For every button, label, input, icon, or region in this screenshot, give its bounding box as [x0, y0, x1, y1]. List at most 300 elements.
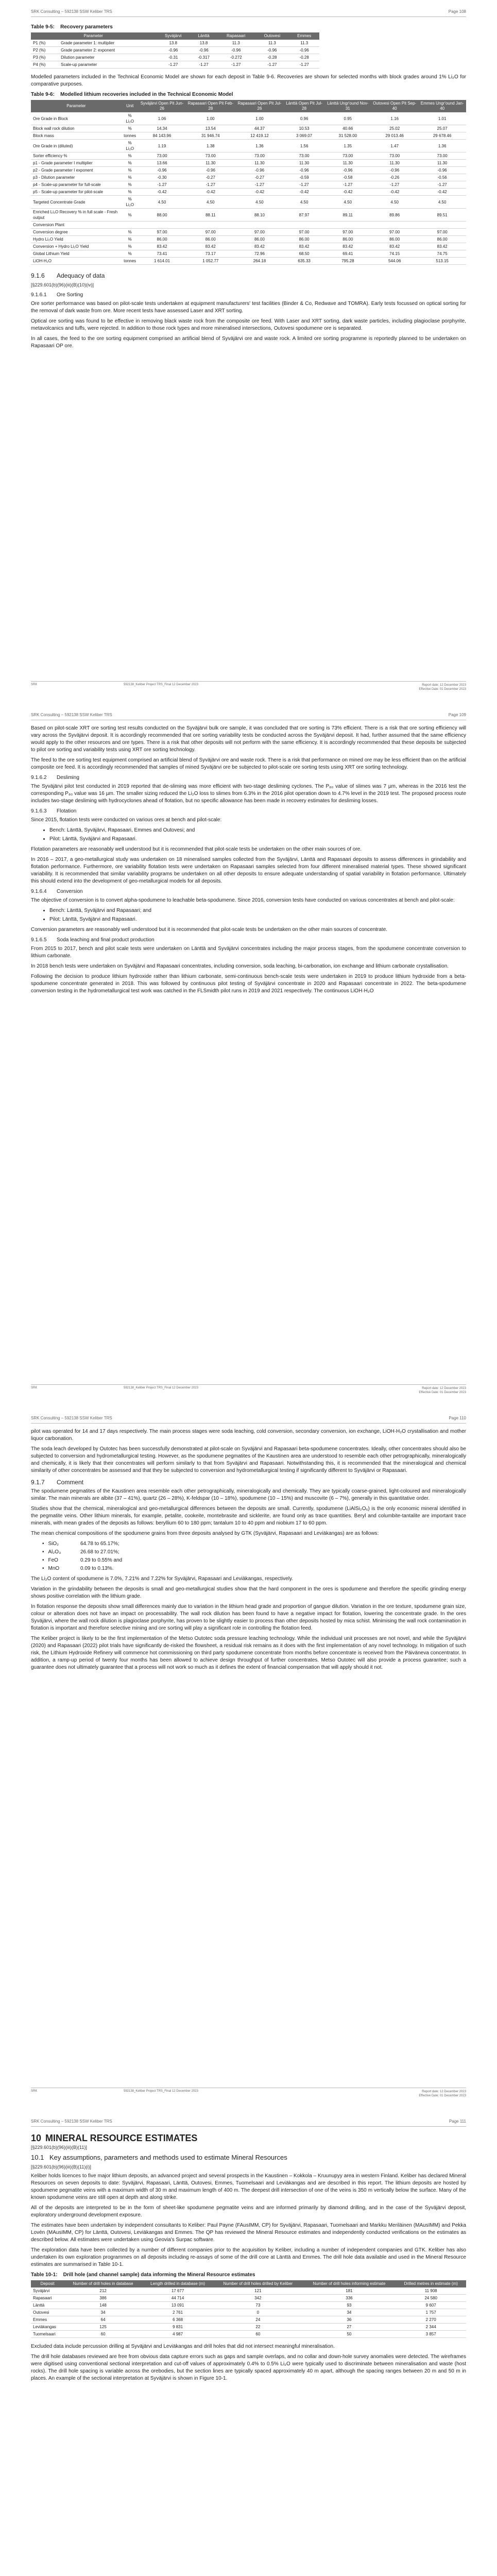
list-item: • Pilot: Länttä, Syväjärvi and Rapasaari.	[49, 916, 466, 923]
table-cell: 2 761	[142, 2309, 213, 2316]
table-cell: Block wall rock dilution	[31, 125, 122, 132]
table-cell: 2 344	[396, 2324, 466, 2331]
paragraph: Ore sorter performance was based on pilot-scale tests undertaken at equipment manufacturers' test facilities (Binder & Co, Redwave and TOMRA). Early tests focussed on optical sorting for the removal of dark waste from ore. More recent tests have assessed Laser and XRT sorting.	[31, 301, 466, 314]
table-row	[31, 174, 466, 181]
table-row	[31, 189, 466, 196]
table-cell: 31 946.74	[185, 132, 235, 140]
header-title: SRK Consulting – 592138 SSW Keliber TRS	[31, 1416, 112, 1420]
section-heading: 9.1.7 Comment	[31, 1479, 84, 1486]
table-cell: 1.00	[185, 112, 235, 125]
table-row	[31, 2295, 466, 2302]
table-cell: %	[122, 181, 139, 189]
table-cell: tonnes	[122, 258, 139, 265]
table-cell: -0.96	[324, 167, 371, 174]
table-cell: -0.42	[235, 189, 284, 196]
table-cell: 84 143.96	[139, 132, 186, 140]
header-title: SRK Consulting – 592138 SSW Keliber TRS	[31, 713, 112, 717]
table-cell: 11 908	[396, 2287, 466, 2295]
table-cell: p1 - Grade parameter I multiplier	[31, 160, 122, 167]
table-row	[31, 2302, 466, 2309]
table-cell: % Li₂O	[122, 140, 139, 152]
column-header: Rapasaari Open Pit Jul-26	[235, 100, 284, 112]
column-header: Deposit	[31, 2280, 64, 2287]
table-cell: Outovesi	[31, 2309, 64, 2316]
table-row	[31, 112, 466, 125]
table-cell: 1.36	[235, 140, 284, 152]
table-row	[31, 209, 466, 222]
table-cell: -1.27	[139, 181, 186, 189]
table-cell: 17 677	[142, 2287, 213, 2295]
subsection-heading: 9.1.6.1 Ore Sorting	[31, 292, 83, 298]
subsection-heading: 9.1.6.5 Soda leaching and final product production	[31, 937, 155, 943]
column-header: Emmes Ungr'ound Jan-40	[418, 100, 466, 112]
table-cell: Hydro Li₂O Yield	[31, 236, 122, 243]
table-cell: 97.00	[185, 229, 235, 236]
table-cell: -0.96	[371, 167, 418, 174]
lithium-recoveries-table	[31, 100, 466, 265]
table-cell: 11.3	[217, 40, 255, 47]
table-cell: 3 857	[396, 2331, 466, 2338]
table-cell: 13.54	[185, 125, 235, 132]
table-cell: Grade parameter 2: exponent	[59, 47, 156, 54]
table-cell: 97.00	[324, 229, 371, 236]
table-cell: 9 607	[396, 2302, 466, 2309]
table-cell: LiOH·H₂O	[31, 258, 122, 265]
bullet-list	[31, 827, 466, 843]
table-row	[31, 236, 466, 243]
table-cell: 88.10	[235, 209, 284, 222]
paragraph: Based on pilot-scale XRT ore sorting test results conducted on the Syväjärvi bulk ore sample, it was concluded that ore sorting is 73% efficient. There is a risk that ore sorting efficiency will vary across the Syväjärvi deposit. It is accordingly recommended that ore sorting variability tests be conducted across the Syväjärvi deposit. It had, further assumed that the same efficiency would apply to the other resources and ore types. There is a risk that other deposits will not perform with the same efficiency. It is accordingly recommended that these deposits be subjected to pilot ore sorting and variability tests using XRT ore sorting technology.	[31, 725, 466, 753]
table-cell: 97.00	[139, 229, 186, 236]
column-header: Länttä Ungr'ound Nov-31	[324, 100, 371, 112]
table-cell: -0.96	[235, 167, 284, 174]
table-cell: -0.96	[289, 47, 319, 54]
table-cell: -0.42	[139, 189, 186, 196]
table-cell: -0.96	[156, 47, 191, 54]
paragraph: In 2016 – 2017, a geo-metallurgical study was undertaken on 18 mineralised samples collected from the Syväjärvi, Länttä and Rapasaari deposits to assess differences in grindability and flotation performance. Furthermore, ore variability flotation tests were undertaken on Rapasaari samples selected from four different mineralised material types. These showed significant variability. It is recommended that similar variability programs be undertaken on all other deposits to ensure adequate understanding of spatial variability in flotation performance. Ultimately this should extend into the development of geo-metallurgical models for all deposits.	[31, 857, 466, 884]
table-cell: Ore Grade in Block	[31, 112, 122, 125]
table-cell: Tuomelsaari	[31, 2331, 64, 2338]
table-cell: 73	[213, 2302, 302, 2309]
table-cell: 89.11	[324, 209, 371, 222]
table-row	[31, 167, 466, 174]
table-cell: 73.17	[185, 250, 235, 258]
table-cell: 4.50	[284, 196, 325, 209]
table-cell: 125	[64, 2324, 142, 2331]
page-footer: SRK 592138_Keliber Project TRS_Final 12 December 2023 Report date: 12 December 2023 Effective Date: 01 December 2023	[31, 2088, 466, 2100]
table-cell: 264.18	[235, 258, 284, 265]
table-cell: 4.50	[418, 196, 466, 209]
table-cell: 13.8	[191, 40, 217, 47]
table-cell: 12 419.12	[235, 132, 284, 140]
table-cell: tonnes	[122, 132, 139, 140]
table-cell: 342	[213, 2295, 302, 2302]
table-cell: -0.42	[418, 189, 466, 196]
column-header: Länttä Open Pit Jul-28	[284, 100, 325, 112]
subsection-heading: 9.1.6.4 Conversion	[31, 889, 83, 894]
table-cell: -0.42	[371, 189, 418, 196]
paragraph: From 2015 to 2017, bench and pilot scale tests were undertaken on Länttä and Syväjärvi concentrates including the major process stages, from the spodumene concentrate conversion to lithium carbonate.	[31, 946, 466, 959]
table-cell: 83.42	[324, 243, 371, 250]
page-111	[0, 2110, 497, 2576]
table-cell: % Li₂O	[122, 196, 139, 209]
table-cell: -1.27	[284, 181, 325, 189]
page-109	[0, 703, 497, 1406]
table-row	[31, 181, 466, 189]
paragraph: Following the decision to produce lithium hydroxide rather than lithium carbonate, semi-continuous bench-scale tests were undertaken in 2019 to produce lithium hydroxide from a beta-spodumene concentrate generated in 2018. This was followed by continuous pilot testing of Syväjärvi concentrate in 2020 and Rapasaari concentrate in 2022. The beta-spodumene conversion testing in the hydrometallurgical test work was catched in the FLSmidth pilot runs in 2019 and 2021 respectively. The continuous LiOH·H₂O	[31, 974, 466, 994]
table-row	[31, 54, 319, 61]
table-cell: 386	[64, 2295, 142, 2302]
table-cell: 3 069.07	[284, 132, 325, 140]
table-cell: Rapasaari	[31, 2295, 64, 2302]
table-cell: Scale-up parameter	[59, 61, 156, 69]
table-cell: -1.27	[418, 181, 466, 189]
column-header: Unit	[122, 100, 139, 112]
table-cell: 93	[303, 2302, 396, 2309]
regulation-reference: [§229.601(b)(96)(iii)(B)(11)(i)]	[31, 2164, 91, 2170]
page-footer: SRK 592138_Keliber Project TRS_Final 12 December 2023 Report date: 12 December 2023 Effective Date: 01 December 2023	[31, 1384, 466, 1397]
table-cell: 336	[303, 2295, 396, 2302]
table-cell: 0	[213, 2309, 302, 2316]
page-number: Page 110	[449, 1416, 466, 1420]
column-header: Number of drill holes drilled by Keliber	[213, 2280, 302, 2287]
table-cell: 60	[213, 2331, 302, 2338]
table-cell: -0.58	[324, 174, 371, 181]
table-cell: %	[122, 125, 139, 132]
table-cell: 73.00	[185, 152, 235, 160]
table-cell: -0.96	[185, 167, 235, 174]
table-cell: 73.00	[284, 152, 325, 160]
table-cell: Conversion degree	[31, 229, 122, 236]
page-number: Page 111	[449, 2119, 466, 2124]
table-cell: 212	[64, 2287, 142, 2295]
table-cell: P4 (%)	[31, 61, 59, 69]
paragraph: All of the deposits are interpreted to be in the form of sheet-like spodumene pegmatite veins and are informed primarily by diamond drilling, and in the case of the Syväjärvi deposit, exploratory underground development exposure.	[31, 2205, 466, 2218]
table-cell: 11.3	[255, 40, 289, 47]
table-cell: 73.00	[139, 152, 186, 160]
column-header: Rapasaari Open Pit Feb-28	[185, 100, 235, 112]
table-cell: 86.00	[139, 236, 186, 243]
table-cell: %	[122, 152, 139, 160]
paragraph: In flotation response the deposits show small differences mainly due to variation in the lithium head grade and proportion of gangue dilution. Variation in the ore texture, spodumene grain size, colour or alteration does not have an impact on processability. The wall rock dilution has been found to have a negative impact for flotation, lowering the concentrate grade. In the ores Syväjärvi, where the wall rock dilution is plagioclase porphyrite, has proven to be slightly easier to process than other deposits hosted by mica schist. Minimising the wall rock contamination in flotation is important and therefore selective mining and ore sorting will play a significant role in controlling the flotation feed.	[31, 1604, 466, 1631]
paragraph: Flotation parameters are reasonably well understood but it is recommended that pilot-scale tests be undertaken on the other main sources of ore.	[31, 846, 362, 852]
paragraph: The Syväjärvi pilot test conducted in 2019 reported that de-sliming was more efficient with two-stage desliming cyclones. The P₈₀ value of slimes was 7 µm, whereas in the 2016 test the corresponding P₈₀ value was 16 µm. The smaller sizing reduced the Li₂O loss to slimes from 6.3% in the 2016 pilot operation down to 4.7% level in the 2019 test. The proposed process route includes two-stage desliming with hydrocyclones ahead of flotation, but no specific allowance has been made in recovery estimates for desliming losses.	[31, 784, 466, 804]
table-cell: 1 614.01	[139, 258, 186, 265]
table-cell: 513.15	[418, 258, 466, 265]
table-caption: Table 10-1: Drill hole (and channel sample) data informing the Mineral Resource estimates	[31, 2272, 255, 2278]
table-row	[31, 196, 466, 209]
table-cell: 73.41	[139, 250, 186, 258]
table-row	[31, 243, 466, 250]
column-header: Rapasaari	[217, 32, 255, 40]
table-cell: %	[122, 174, 139, 181]
table-cell: 86.00	[324, 236, 371, 243]
table-row	[31, 152, 466, 160]
table-row	[31, 229, 466, 236]
table-cell: p3 - Dilution parameter	[31, 174, 122, 181]
table-cell	[122, 222, 139, 229]
column-header: Length drilled in database (m)	[142, 2280, 213, 2287]
table-cell: Leviäkangas	[31, 2324, 64, 2331]
paragraph: In 2018 bench tests were undertaken on Syväjärvi and Rapasaari concentrates, including conversion, soda leaching, bi-carbonation, ion exchange and lithium carbonate crystallisation.	[31, 963, 449, 969]
page-header	[31, 9, 466, 17]
table-cell: 4.50	[324, 196, 371, 209]
list-item: • Bench: Länttä, Syväjärvi, Rapasaari, Emmes and Outovesi; and	[49, 827, 466, 834]
table-cell: -0.31	[156, 54, 191, 61]
table-cell: 34	[64, 2309, 142, 2316]
recovery-parameters-table	[31, 32, 319, 69]
table-row	[31, 2316, 466, 2324]
table-row	[31, 250, 466, 258]
column-header: Parameter	[31, 32, 156, 40]
paragraph: pilot was operated for 14 and 17 days respectively. The main process stages were soda leaching, cold conversion, secondary conversion, ion exchange, LiOH·H₂O crystallisation and mother liquor carbonation.	[31, 1429, 466, 1442]
table-cell: 1.56	[284, 140, 325, 152]
composition-item: • FeO 0.29 to 0.55% and	[49, 1557, 466, 1564]
table-row	[31, 132, 466, 140]
table-row	[31, 140, 466, 152]
table-cell: Syväjärvi	[31, 2287, 64, 2295]
paragraph: Optical ore sorting was found to be effective in removing black waste rock from the composite ore feed. With Laser and XRT sorting, dark waste particles, including plagioclase porphyrite, metavolcanics and tuffs, were rejected. In addition to those rock types and more mineralised intersections, Outovesi spodumene ore is separated.	[31, 318, 466, 331]
table-row	[31, 47, 319, 54]
composition-item: • SiO₂ 64.78 to 65.17%;	[49, 1540, 466, 1548]
table-cell: -0.96	[255, 47, 289, 54]
bullet-list	[31, 907, 466, 923]
page-header	[31, 1416, 466, 1423]
composition-item: • Al₂O₃ 26.68 to 27.01%;	[49, 1549, 466, 1556]
table-cell: 73.00	[324, 152, 371, 160]
paragraph: The Keliber project is likely to be the first implementation of the Metso Outotec soda pressure leaching technology. While the individual unit processes are not novel, and while the Syväjärvi (2020) and Rapasaari (2022) pilot trials have significantly de-risked the flowsheet, a residual risk remains as it does with the first implementation of any novel technology. In mitigation of such risk, the Lithium Hydroxide Refinery will commence hot commissioning on third party spodumene concentrate from months before concentrate is received from the Päiväneva concentrator. In addition, a ramp-up period of twenty four months has been allowed to achieve design throughput of further concentrates. Metso Outotec will also provide a process guarantee; such a guarantee does not ultimately guarantee that a process will not work so much as it defines the extent of financial compensation that will apply should it not.	[31, 1636, 466, 1670]
page-header	[31, 713, 466, 720]
table-cell: -1.27	[255, 61, 289, 69]
table-row	[31, 125, 466, 132]
column-header: Syväjärvi	[156, 32, 191, 40]
header-title: SRK Consulting – 592138 SSW Keliber TRS	[31, 2119, 112, 2124]
table-cell	[139, 222, 186, 229]
table-cell: %	[122, 167, 139, 174]
table-cell: -0.317	[191, 54, 217, 61]
page-110	[0, 1406, 497, 2110]
table-cell: P3 (%)	[31, 54, 59, 61]
table-cell: Conversion + Hydro Li₂O Yield	[31, 243, 122, 250]
column-header: Number of drill holes informing estimate	[303, 2280, 396, 2287]
table-cell: -0.96	[284, 167, 325, 174]
table-cell	[185, 222, 235, 229]
table-cell: 36	[303, 2316, 396, 2324]
regulation-reference: [§229.601(b)(96)(iii)(B)(11)]	[31, 2145, 87, 2150]
table-cell: Ore Grade in (diluted)	[31, 140, 122, 152]
table-cell: 1 757	[396, 2309, 466, 2316]
table-cell: 86.00	[418, 236, 466, 243]
table-cell: -0.272	[217, 54, 255, 61]
section-heading: 9.1.6 Adequacy of data	[31, 272, 105, 279]
table-cell: 1.16	[371, 112, 418, 125]
table-cell: -0.26	[371, 174, 418, 181]
table-row	[31, 40, 319, 47]
table-cell: 34	[303, 2309, 396, 2316]
table-cell: 60	[64, 2331, 142, 2338]
paragraph: The objective of conversion is to convert alpha-spodumene to leachable beta-spodumene. Since 2016, conversion tests have conducted on various concentrates at bench and pilot-scale:	[31, 897, 455, 903]
table-cell: 795.28	[324, 258, 371, 265]
table-cell: 181	[303, 2287, 396, 2295]
table-cell: Conversion Plant	[31, 222, 122, 229]
paragraph: Studies show that the chemical, mineralogical and geo-metallurgical differences between the deposits are small. Currently, spodumene (LiAlSi₂O₆) is the only economic mineral identified in the pegmatite veins. Other lithium minerals, for example, petalite, cookeite, montebrasite and sicklerite, are found only as trace quantities. Beryl and columbite-tantalite are important trace minerals, with mean grades of the deposits as follows: beryllium 60 to 180 ppm; tantalum 10 to 40 ppm and niobium 17 to 60 ppm.	[31, 1506, 466, 1526]
paragraph: The estimates have been undertaken by independent consultants to Keliber: Paul Payne (FAusIMM, CP) for Syväjärvi, Rapasaari, Tuomelsaari and Markku Meriläinen (MAusIMM) and Pekka Lovén (MAusIMM, CP) for Länttä, Outovesi, Leviäkangas and Emmes. The QP has reviewed the Mineral Resource estimates and independently conducted verifications on the estimates as described below. All estimates were undertaken using Geovia's Surpac software.	[31, 2223, 466, 2243]
table-cell: 11.3	[289, 40, 319, 47]
table-cell: -0.42	[185, 189, 235, 196]
table-cell: -1.27	[191, 61, 217, 69]
page-header	[31, 2119, 466, 2127]
table-cell	[284, 222, 325, 229]
table-cell: 83.42	[185, 243, 235, 250]
column-header: Länttä	[191, 32, 217, 40]
table-cell: -0.96	[217, 47, 255, 54]
table-cell: 11.30	[371, 160, 418, 167]
table-cell: 83.42	[139, 243, 186, 250]
table-cell: P2 (%)	[31, 47, 59, 54]
chapter-heading: 10 MINERAL RESOURCE ESTIMATES	[31, 2133, 198, 2143]
table-cell: -0.59	[284, 174, 325, 181]
table-cell: Block mass	[31, 132, 122, 140]
table-cell: 83.42	[284, 243, 325, 250]
table-cell: Sorter efficiency %	[31, 152, 122, 160]
subsection-heading: 9.1.6.2 Desliming	[31, 775, 79, 781]
page-108	[0, 0, 497, 703]
table-cell: 25.07	[418, 125, 466, 132]
table-cell	[371, 222, 418, 229]
table-cell: 25.02	[371, 125, 418, 132]
table-cell: 4.50	[185, 196, 235, 209]
table-cell: 44 714	[142, 2295, 213, 2302]
table-cell: p4 - Scale-up parameter for full-scale	[31, 181, 122, 189]
table-cell: -1.27	[217, 61, 255, 69]
table-cell: 13.8	[156, 40, 191, 47]
table-cell: Grade parameter 1: multiplier	[59, 40, 156, 47]
table-cell: Länttä	[31, 2302, 64, 2309]
table-cell: %	[122, 209, 139, 222]
table-cell: 86.00	[371, 236, 418, 243]
table-cell: % Li₂O	[122, 112, 139, 125]
table-cell: -1.27	[324, 181, 371, 189]
table-row	[31, 222, 466, 229]
table-cell: 73.00	[371, 152, 418, 160]
paragraph: The feed to the ore sorting test equipment comprised an artificial blend of Syväjärvi ore and waste rock. There is a risk that performance on mined ore may be less efficient than on the artificial composite ore feed. It is accordingly recommended that samples of mined Syväjärvi ore be subjected to pilot-scale ore sorting tests using XRT ore sorting technology.	[31, 757, 466, 770]
table-cell: 9 831	[142, 2324, 213, 2331]
paragraph: The soda leach developed by Outotec has been successfully demonstrated at pilot-scale on Syväjärvi and Rapasaari beta-spodumene concentrates. Ideally, other concentrates should also be subjected to conversion and hydrometallurgical testing. However, as the spodumene pegmatites of the Kaustinen area are understood to resemble each other petrographically, mineralogically and chemically, it is likely that their concentrates will perform similarly to that from Syväjärvi and Rapasaari. Notwithstanding this, it is recommended that the mineralogical and chemical similarity of other concentrates be assessed and that they be subjected to conversion and hydrometallurgical testing if significantly different to Syväjärvi or Rapasaari.	[31, 1446, 466, 1473]
paragraph: Excluded data include percussion drilling at Syväjärvi and Leviäkangas and drill holes that did not intersect meaningful mineralisation.	[31, 2344, 335, 2349]
paragraph: Keliber holds licences to five major lithium deposits, an advanced project and several prospects in the Kaustinen – Kokkola – Kruunupyy area in western Finland. Keliber has declared Mineral Resources on seven deposits to date: Syväjärvi, Rapasaari, Länttä, Outovesi, Emmes, Tuomelsaari and Leviäkangas and are described in this report. The lithium deposits are hosted by spodumene pegmatite veins with a maximum width of 30 m and maximum length of 400 m. The deepest drill intersection of one of the veins is 350 m vertically below the surface. Many of the known spodumene veins are still open at depth and along strike.	[31, 2173, 466, 2200]
paragraph: The drill hole databases reviewed are free from obvious data capture errors such as gaps and sample overlaps, and no collar and down-hole survey anomalies were detected. The wireframes were digitised using conventional sectional interpretation and cut-off values of approximately 0.4% to 0.5% Li₂O were typically used to discriminate between mineralisation and waste (host rocks). The drill hole spacing is variable across the orebodies, but the section lines are typically spaced approximately 40 m apart, although the spacing ranges between 20 m and 50 m in places. An example of the sectional interpretation at Syväjärvi is shown in Figure 10-1.	[31, 2354, 466, 2381]
table-cell: -0.28	[289, 54, 319, 61]
paragraph: Variation in the grindability between the deposits is small and geo-metallurgical studies show that the hard component in the ores is spodumene and therefore the specific grinding energy shows positive correlation with the lithium grade.	[31, 1586, 466, 1599]
table-cell: 0.96	[284, 112, 325, 125]
table-cell: 11.30	[235, 160, 284, 167]
table-cell: 544.06	[371, 258, 418, 265]
column-header: Emmes	[289, 32, 319, 40]
page-number: Page 109	[448, 713, 466, 717]
regulation-reference: [§229.601(b)(96)(iii)(B)(10)(iv)]	[31, 282, 94, 287]
header-title: SRK Consulting – 592138 SSW Keliber TRS	[31, 9, 112, 14]
paragraph: Since 2015, flotation tests were conducted on various ores at bench and pilot-scale:	[31, 817, 222, 823]
table-cell: -1.27	[371, 181, 418, 189]
paragraph: Modelled parameters included in the Technical Economic Model are shown for each deposit in Table 9-6. Recoveries are shown for selected months with block grades around 1% Li₂O for comparative purposes.	[31, 74, 466, 87]
table-cell: 74.15	[371, 250, 418, 258]
column-header: Syväjärvi Open Pit Jun-26	[139, 100, 186, 112]
table-cell: 69.41	[324, 250, 371, 258]
page-number: Page 108	[448, 9, 466, 14]
paragraph: Conversion parameters are reasonably well understood but it is recommended that pilot-scale tests be undertaken on the other main sources of concentrate.	[31, 927, 388, 933]
table-cell: 1.19	[139, 140, 186, 152]
table-row	[31, 160, 466, 167]
table-cell: Targeted Concentrate Grade	[31, 196, 122, 209]
table-cell: 11.30	[324, 160, 371, 167]
table-cell: %	[122, 236, 139, 243]
table-cell: -1.27	[185, 181, 235, 189]
table-cell: 1.38	[185, 140, 235, 152]
table-cell: %	[122, 160, 139, 167]
table-cell	[418, 222, 466, 229]
table-row	[31, 2324, 466, 2331]
table-cell: 50	[303, 2331, 396, 2338]
table-cell	[235, 222, 284, 229]
table-cell: 29 678.46	[418, 132, 466, 140]
paragraph: The mean chemical compositions of the spodumene grains from three deposits analysed by GTK (Syväjärvi, Rapasaari and Leviäkangas) are as follows:	[31, 1531, 379, 1536]
table-cell: 6 368	[142, 2316, 213, 2324]
table-cell: 73.00	[418, 152, 466, 160]
paragraph: In all cases, the feed to the ore sorting equipment comprised an artificial blend of Syväjärvi ore and waste rock. A limited ore sorting programme is reportedly planned to be undertaken on Rapasaari OP ore.	[31, 336, 466, 349]
table-cell: -0.96	[139, 167, 186, 174]
table-cell: -0.28	[255, 54, 289, 61]
table-cell: 0.95	[324, 112, 371, 125]
table-cell: -1.27	[289, 61, 319, 69]
table-cell: 1.36	[418, 140, 466, 152]
column-header: Number of drill holes in database	[64, 2280, 142, 2287]
table-cell: 86.00	[185, 236, 235, 243]
table-cell: 1.47	[371, 140, 418, 152]
table-cell: 4.50	[235, 196, 284, 209]
table-cell: 89.86	[371, 209, 418, 222]
table-cell: 4 987	[142, 2331, 213, 2338]
table-cell: 97.00	[371, 229, 418, 236]
table-cell: -0.42	[324, 189, 371, 196]
table-cell: 72.96	[235, 250, 284, 258]
table-cell: 73.00	[235, 152, 284, 160]
table-cell: -1.27	[235, 181, 284, 189]
table-cell: 1.01	[418, 112, 466, 125]
table-cell: %	[122, 229, 139, 236]
spodumene-composition-list	[31, 1540, 466, 1572]
table-cell: 121	[213, 2287, 302, 2295]
table-row	[31, 61, 319, 69]
table-cell: 88.00	[139, 209, 186, 222]
table-cell: 87.97	[284, 209, 325, 222]
table-cell: p2 - Grade parameter I exponent	[31, 167, 122, 174]
list-item: • Bench: Länttä, Syväjärvi and Rapasaari; and	[49, 907, 466, 914]
table-cell: 11.30	[418, 160, 466, 167]
table-cell: 68.50	[284, 250, 325, 258]
page-footer: SRK 592138_Keliber Project TRS_Final 12 December 2023 Report date: 12 December 2023 Effective Date: 01 December 2023	[31, 681, 466, 694]
table-cell: 89.51	[418, 209, 466, 222]
table-cell: -1.27	[156, 61, 191, 69]
table-row	[31, 258, 466, 265]
table-cell: 22	[213, 2324, 302, 2331]
table-cell: 4.50	[139, 196, 186, 209]
subsection-heading: 9.1.6.3 Flotation	[31, 808, 77, 814]
table-cell: p5 - Scale-up parameter for pilot-scale	[31, 189, 122, 196]
table-cell: P1 (%)	[31, 40, 59, 47]
table-cell: -0.96	[418, 167, 466, 174]
table-cell: -0.30	[139, 174, 186, 181]
table-cell: 1.06	[139, 112, 186, 125]
